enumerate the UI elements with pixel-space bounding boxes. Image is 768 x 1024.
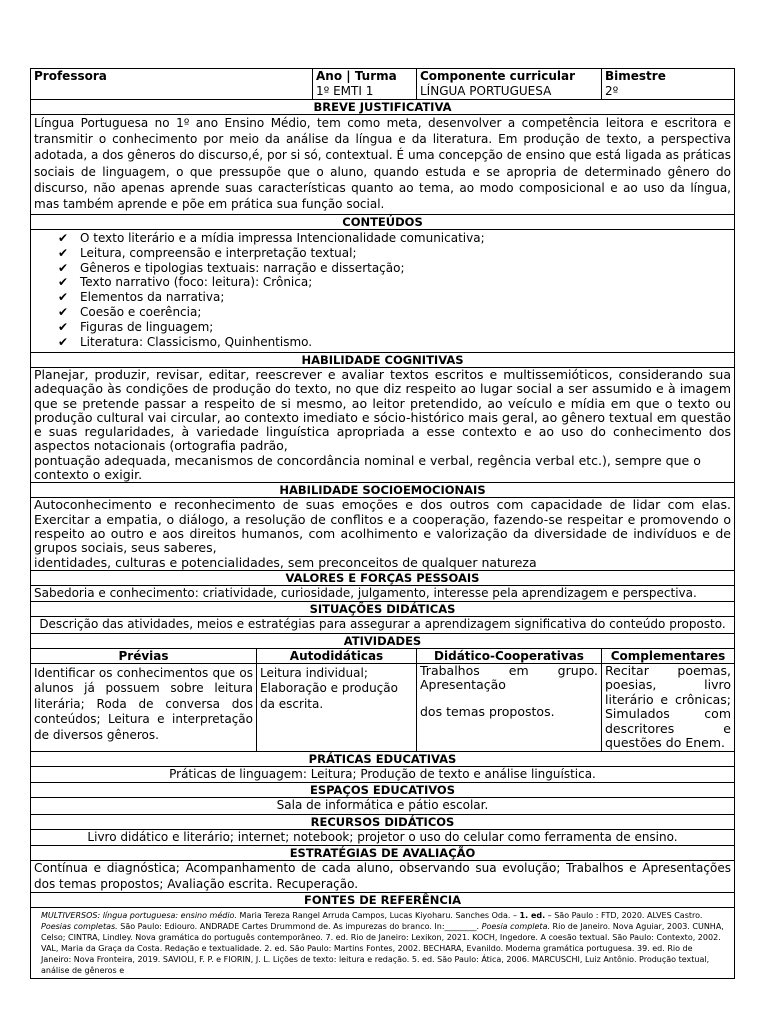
componente-cell — [417, 69, 602, 100]
espacos-title: ESPAÇOS EDUCATIVOS — [31, 783, 735, 798]
check-icon: ✔ — [58, 275, 69, 290]
ano-label: Ano | Turma — [316, 69, 397, 83]
habilidade-cognitivas-text: Planejar, produzir, revisar, editar, reescrever e avaliar textos escritos e multissemióticos, considerando sua adequação às condições de produção do texto, no que diz respeito ao lugar social a ser assumido e à imagem que se pretende passar a respeito de si mesmo, ao leitor pretendido, ao veículo e mídia em que o texto ou produção cultural vai circular, ao contexto imediato e sócio-histórico mais geral, ao gênero textual em questão e suas regularidades, à variedade linguística apropriada a esse contexto e ao uso do conhecimento dos aspectos notacionais (ortografia padrão, pontuação adequada, mecanismos de concordância nominal e verbal, regência verbal etc.), sempre que o contexto o exigir. — [31, 368, 735, 483]
componente-value: LÍNGUA PORTUGUESA — [420, 84, 552, 98]
justificativa-text: Língua Portuguesa no 1º ano Ensino Médio, tem como meta, desenvolver a competência leitora e escritora e transmitir o conhecimento por meio da análise da língua e da literatura. Em produção de texto, a perspectiva adotada, a dos gêneros do discurso,é, por si só, contextual. É uma concepção de ensino que está ligada as práticas sociais de linguagem, o que pressupõe que o aluno, quando estuda e se apropria de determinado gênero do discurso, não apenas aprende suas características quanto ao tema, ao modo composicional e ao uso da língua, mas também aprende e põe em prática sua função social. — [31, 115, 735, 215]
recursos-title: RECURSOS DIDÁTICOS — [31, 814, 735, 829]
previas-cell: Identificar os conhecimentos que os alunos já possuem sobre leitura literária; Roda de conversa dos conteúdos; Leitura e interpretação de diversos gêneros. — [31, 663, 257, 751]
fontes-title: FONTES DE REFERÊNCIA — [31, 893, 735, 908]
habilidade-socioemocionais-text: Autoconhecimento e reconhecimento de suas emoções e dos outros com capacidade de lidar com elas. Exercitar a empatia, o diálogo, a resolução de conflitos e a cooperação, fazendo-se respeitar e promovendo o respeito ao outro e aos direitos humanos, com acolhimento e valorização da diversidade de indivíduos e de grupos sociais, seus saberes, identidades, culturas e potencialidades, sem preconceitos de qualquer natureza — [31, 498, 735, 570]
valores-text: Sabedoria e conhecimento: criatividade, curiosidade, julgamento, interesse pela aprendizagem e perspectiva. — [31, 585, 735, 602]
atividades-title: ATIVIDADES — [31, 633, 735, 648]
situacoes-title: SITUAÇÕES DIDÁTICAS — [31, 602, 735, 617]
professora-label: Professora — [34, 69, 107, 83]
habilidade-socioemocionais-title: HABILIDADE SOCIOEMOCIONAIS — [31, 483, 735, 498]
atividades-column-headers — [31, 648, 735, 663]
estrategias-text: Contínua e diagnóstica; Acompanhamento de cada aluno, observando sua evolução; Trabalhos e Apresentações dos temas propostos; Avaliação escrita. Recuperação. — [31, 861, 735, 893]
list-item: ✔ Gêneros e tipologias textuais: narração e dissertação; — [58, 260, 405, 275]
professora-cell — [31, 69, 313, 100]
column-header-autodidaticas: Autodidáticas — [257, 648, 417, 663]
ano-value: 1º EMTI 1 — [316, 84, 374, 98]
estrategias-title: ESTRATÉGIAS DE AVALIAÇÃO — [31, 846, 735, 861]
reference-paragraph: VAL, Maria da Graça da Costa. Redação e textualidade. 2. ed. São Paulo: Martins Fontes, 2002. BECHARA, Evanildo. Moderna gramática portuguesa. 39. ed. Rio de Janeiro: Nova Fronteira, 2019. SAVIOLI, F. P. e FIORIN, J. L. Lições de texto: leitura e redação. 5. ed. São Paulo: Ática, 2006. MARCUSCHI, Luiz Antônio. Produção textual, análise de gêneros e — [41, 944, 710, 976]
list-item: ✔ Coesão e coerência; — [58, 304, 202, 319]
list-item: ✔ O texto literário e a mídia impressa Intencionalidade comunicativa; — [58, 231, 485, 245]
ano-cell — [313, 69, 417, 100]
bimestre-label: Bimestre — [605, 69, 666, 83]
column-header-complementares: Complementares — [602, 648, 735, 663]
check-icon: ✔ — [58, 245, 69, 260]
conteudos-cell — [31, 230, 735, 353]
list-item: ✔ Literatura: Classicismo, Quinhentismo. — [58, 334, 313, 349]
bimestre-cell — [602, 69, 735, 100]
list-item: ✔ Leitura, compreensão e interpretação textual; — [58, 245, 357, 260]
conteudos-list — [34, 231, 731, 349]
bimestre-value: 2º — [605, 84, 619, 98]
column-header-previas: Prévias — [31, 648, 257, 663]
list-item: ✔ Texto narrativo (foco: leitura): Crônica; — [58, 275, 313, 290]
check-icon: ✔ — [58, 231, 69, 245]
lesson-plan-table — [30, 68, 735, 979]
column-header-cooperativas: Didático-Cooperativas — [417, 648, 602, 663]
complementares-cell: Recitar poemas, poesias, livro literário e crônicas; Simulados com descritores e questões do Enem. — [602, 663, 735, 751]
lesson-plan — [30, 68, 734, 979]
autodidaticas-cell: Leitura individual; Elaboração e produção da escrita. — [257, 663, 417, 751]
header-row — [31, 69, 735, 100]
habilidade-cognitivas-title: HABILIDADE COGNITIVAS — [31, 353, 735, 368]
fontes-text — [31, 908, 735, 979]
recursos-text: Livro didático e literário; internet; notebook; projetor o uso do celular como ferramenta de ensino. — [31, 829, 735, 846]
list-item: ✔ Elementos da narrativa; — [58, 290, 225, 305]
reference-paragraph: MULTIVERSOS: língua portuguesa: ensino médio. Maria Tereza Rangel Arruda Campos, Lucas Kiyoharu. Sanches Oda. – 1. ed. – São Paulo : FTD, 2020. ALVES Castro. Poesias completas. São Paulo: Ediouro. ANDRADE Cartes Drummond de. As impurezas do branco. In:________. Poesia completa. Rio de Janeiro. Nova Aguiar, 2003. CUNHA, Celso; CINTRA, Lindley. Nova gramática do português contemporâneo. 7. ed. Rio de Janeiro: Lexikon, 2021. KOCH, Ingedore. A coesão textual. São Paulo: Contexto, 2002. — [41, 911, 724, 943]
check-icon: ✔ — [58, 319, 69, 334]
check-icon: ✔ — [58, 290, 69, 305]
check-icon: ✔ — [58, 260, 69, 275]
componente-label: Componente curricular — [420, 69, 576, 83]
check-icon: ✔ — [58, 304, 69, 319]
espacos-text: Sala de informática e pátio escolar. — [31, 798, 735, 815]
praticas-title: PRÁTICAS EDUCATIVAS — [31, 751, 735, 766]
situacoes-text: Descrição das atividades, meios e estratégias para assegurar a aprendizagem significativa do conteúdo proposto. — [31, 617, 735, 634]
justificativa-title: BREVE JUSTIFICATIVA — [31, 100, 735, 115]
praticas-text: Práticas de linguagem: Leitura; Produção de texto e análise linguística. — [31, 766, 735, 783]
cooperativas-cell: Trabalhos em grupo. Apresentação dos temas propostos. — [417, 663, 602, 751]
valores-title: VALORES E FORÇAS PESSOAIS — [31, 570, 735, 585]
check-icon: ✔ — [58, 334, 69, 349]
atividades-row — [31, 663, 735, 751]
list-item: ✔ Figuras de linguagem; — [58, 319, 214, 334]
conteudos-title: CONTEÚDOS — [31, 215, 735, 230]
